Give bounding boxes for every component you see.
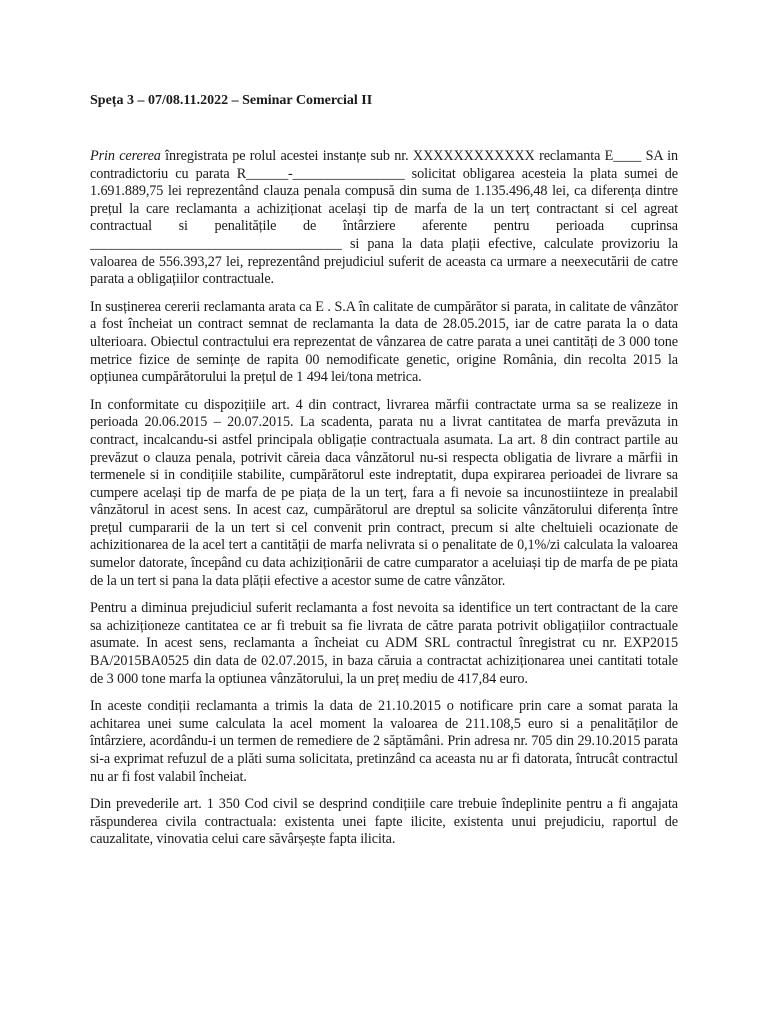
document-page	[90, 92, 678, 859]
paragraph-4	[90, 600, 678, 688]
document-title: Speța 3 – 07/08.11.2022 – Seminar Comercial II	[90, 93, 373, 108]
paragraph-3	[90, 397, 678, 591]
paragraph-3-text: In conformitate cu dispozițiile art. 4 din contract, livrarea mărfii contractate urma sa se realizeze in perioada 20.06.2015 – 20.07.2015. La scadenta, parata nu a livrat cantitatea de marfa prevăzuta in contract, incalcandu-si astfel principala obligație contractuala asumata. La art. 8 din contract partile au prevăzut o clauza penala, potrivit căreia daca vânzătorul nu-si respecta obligatia de livrare a mărfii in termenele si in condițiile stabilite, cumpărătorul este indreptatit, dupa expirarea perioadei de livrare sa cumpere același tip de marfa de pe piața de la un terț, fara a fi nevoie sa incunostiinteze in prealabil vânzătorul in acest sens. In acest caz, cumpărătorul are dreptul sa solicite vânzătorului diferența între prețul cumpararii de la un tert si cel convenit prin contract, precum si alte cheltuieli ocazionate de achizitionarea de la acel tert a cantității de marfa nelivrata si o penalitate de 0,1%/zi calculata la valoarea sumelor datorate, începând cu data achiziționării de catre cumparator a aceluiași tip de marfa de pe piata de la un tert si pana la data plății efective a acestor sume de catre vânzător.	[90, 396, 678, 589]
paragraph-5	[90, 698, 678, 786]
paragraph-1-lead: Prin cererea	[90, 148, 161, 164]
paragraph-1-text: înregistrata pe rolul acestei instanțe sub nr. XXXXXXXXXXXX reclamanta E____ SA in contradictoriu cu parata R______-________________ solicitat obligarea acesteia la plata sumei de 1.691.889,75 lei reprezentând clauza penala compusă din suma de 1.135.496,48 lei, ca diferența dintre prețul la care reclamanta a achiziționat același tip de marfa de la un terț contractant si cel agreat contractual si penalitățile de întârziere aferente pentru perioada cuprinsa ____________________________________ si pana la data plații efective, calculate provizoriu la valoarea de 556.393,27 lei, reprezentând prejudiciul suferit de aceasta ca urmare a neexecutării de catre parata a obligațiilor contractuale.	[90, 148, 678, 288]
paragraph-2	[90, 299, 678, 387]
paragraph-5-text: In aceste condiții reclamanta a trimis la data de 21.10.2015 o notificare prin care a somat parata la achitarea unei sume calculata la acel moment la valoarea de 211.108,5 euro si a penalităților de întârziere, acordându-i un termen de remediere de 2 săptămâni. Prin adresa nr. 705 din 29.10.2015 parata si-a exprimat refuzul de a plăti suma solicitata, pretinzând ca aceasta nu ar fi datorata, întrucât contractul nu ar fi fost valabil încheiat.	[90, 698, 678, 785]
paragraph-4-text: Pentru a diminua prejudiciul suferit reclamanta a fost nevoita sa identifice un tert contractant de la care sa achiziționeze cantitatea ce ar fi trebuit sa fie livrata de către parata potrivit obligațiilor contractuale asumate. In acest sens, reclamanta a încheiat cu ADM SRL contractul înregistrat cu nr. EXP2015 BA/2015BA0525 din data de 02.07.2015, in baza căruia a contractat achiziționarea unei cantitati totale de 3 000 tone marfa la optiunea vânzătorului, la un preț mediu de 417,84 euro.	[90, 600, 678, 687]
paragraph-2-text: In susținerea cererii reclamanta arata ca E . S.A în calitate de cumpărător si parata, in calitate de vânzător a fost încheiat un contract semnat de reclamanta la data de 28.05.2015, iar de catre parata la o data ulterioara. Obiectul contractului era reprezentat de vânzarea de catre parata a unei cantități de 3 000 tone metrice fizice de semințe de rapita 00 nemodificate genetic, origine România, din recolta 2015 la opțiunea cumpărătorului la prețul de 1 494 lei/tona metrica.	[90, 298, 678, 386]
paragraph-1	[90, 148, 678, 289]
paragraph-6-text: Din prevederile art. 1 350 Cod civil se desprind condițiile care trebuie îndeplinite pentru a fi angajata răspunderea civila contractuala: existenta unei fapte ilicite, existenta unui prejudiciu, raportul de cauzalitate, vinovatia celui care săvârșește fapta ilicita.	[90, 796, 678, 848]
paragraph-6	[90, 796, 678, 849]
